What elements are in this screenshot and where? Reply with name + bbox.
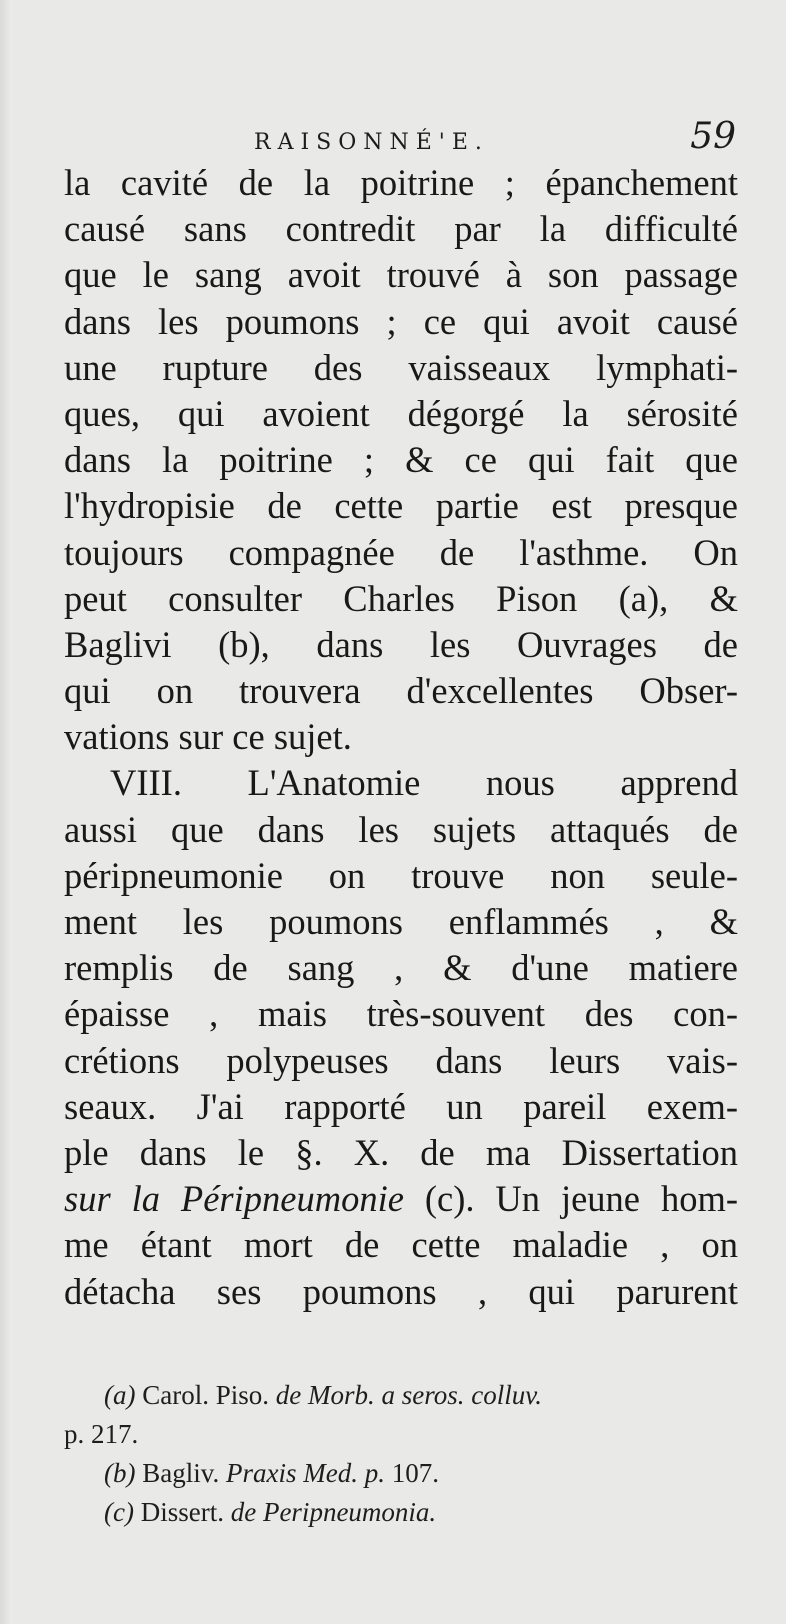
text-line: toujours compagnée de l'asthme. On [64, 531, 738, 573]
running-head: RAISONNÉ'E. [254, 130, 489, 155]
page-number: 59 [690, 116, 736, 157]
text-line: ple dans le §. X. de ma Dissertation [64, 1131, 738, 1173]
text-line: crétions polypeuses dans leurs vais- [64, 1039, 738, 1081]
page-gutter-shadow [0, 0, 12, 1624]
text-line: peut consulter Charles Pison (a), & [64, 577, 738, 619]
footnotes [64, 1376, 744, 1532]
page-header [64, 116, 738, 162]
footnote-italic: de Morb. a seros. colluv. [275, 1380, 542, 1410]
footnote-marker: (c) [104, 1497, 134, 1527]
paragraph-start-line: VIII. L'Anatomie nous apprend [110, 762, 738, 804]
text-line-with-italic [64, 1176, 738, 1222]
text-line: épaisse , mais très-souvent des con- [64, 993, 738, 1035]
text-line: seaux. J'ai rapporté un pareil exem- [64, 1085, 738, 1127]
footnote-text: Dissert. [133, 1497, 231, 1527]
text-line: péripneumonie on trouve non seule- [64, 854, 738, 896]
footnote-marker: (b) [104, 1458, 136, 1488]
text-line: me étant mort de cette maladie , on [64, 1224, 738, 1266]
text-line: la cavité de la poitrine ; épanchement [64, 162, 738, 203]
footnote-italic: de Peripneumonia. [230, 1497, 437, 1527]
text-fragment: (c). Un jeune hom- [403, 1178, 738, 1220]
text-line: Baglivi (b), dans les Ouvrages de [64, 623, 738, 665]
footnote-a [64, 1376, 744, 1415]
text-line: détacha ses poumons , qui parurent [64, 1270, 738, 1312]
footnote-text: Carol. Piso. [135, 1380, 276, 1410]
page-margin-right [786, 0, 800, 1624]
text-line: l'hydropisie de cette partie est presque [64, 485, 738, 527]
text-line: ment les poumons enflammés , & [64, 901, 738, 942]
text-line: aussi que dans les sujets attaqués de [64, 808, 738, 850]
text-line: causé sans contredit par la difficulté [64, 208, 738, 250]
text-line: vations sur ce sujet. [64, 716, 352, 758]
footnote-b [64, 1454, 744, 1493]
text-line: ques, qui avoient dégorgé la sérosité [64, 392, 738, 434]
body-text [64, 160, 738, 1315]
text-line: une rupture des vaisseaux lymphati- [64, 346, 738, 388]
footnote-a-continuation: p. 217. [64, 1419, 139, 1449]
text-line: que le sang avoit trouvé à son passage [64, 254, 738, 296]
footnote-text: Bagliv. [135, 1458, 226, 1488]
footnote-italic: Praxis Med. p. [225, 1458, 385, 1488]
text-line: remplis de sang , & d'une matiere [64, 947, 738, 989]
text-line: qui on trouvera d'excellentes Obser- [64, 670, 738, 712]
footnote-c [64, 1493, 744, 1532]
italic-title: sur la Péripneumonie [64, 1178, 404, 1220]
footnote-text: 107. [384, 1458, 439, 1488]
text-line: dans les poumons ; ce qui avoit causé [64, 300, 738, 342]
footnote-marker: (a) [104, 1380, 136, 1410]
text-line: dans la poitrine ; & ce qui fait que [64, 439, 738, 481]
